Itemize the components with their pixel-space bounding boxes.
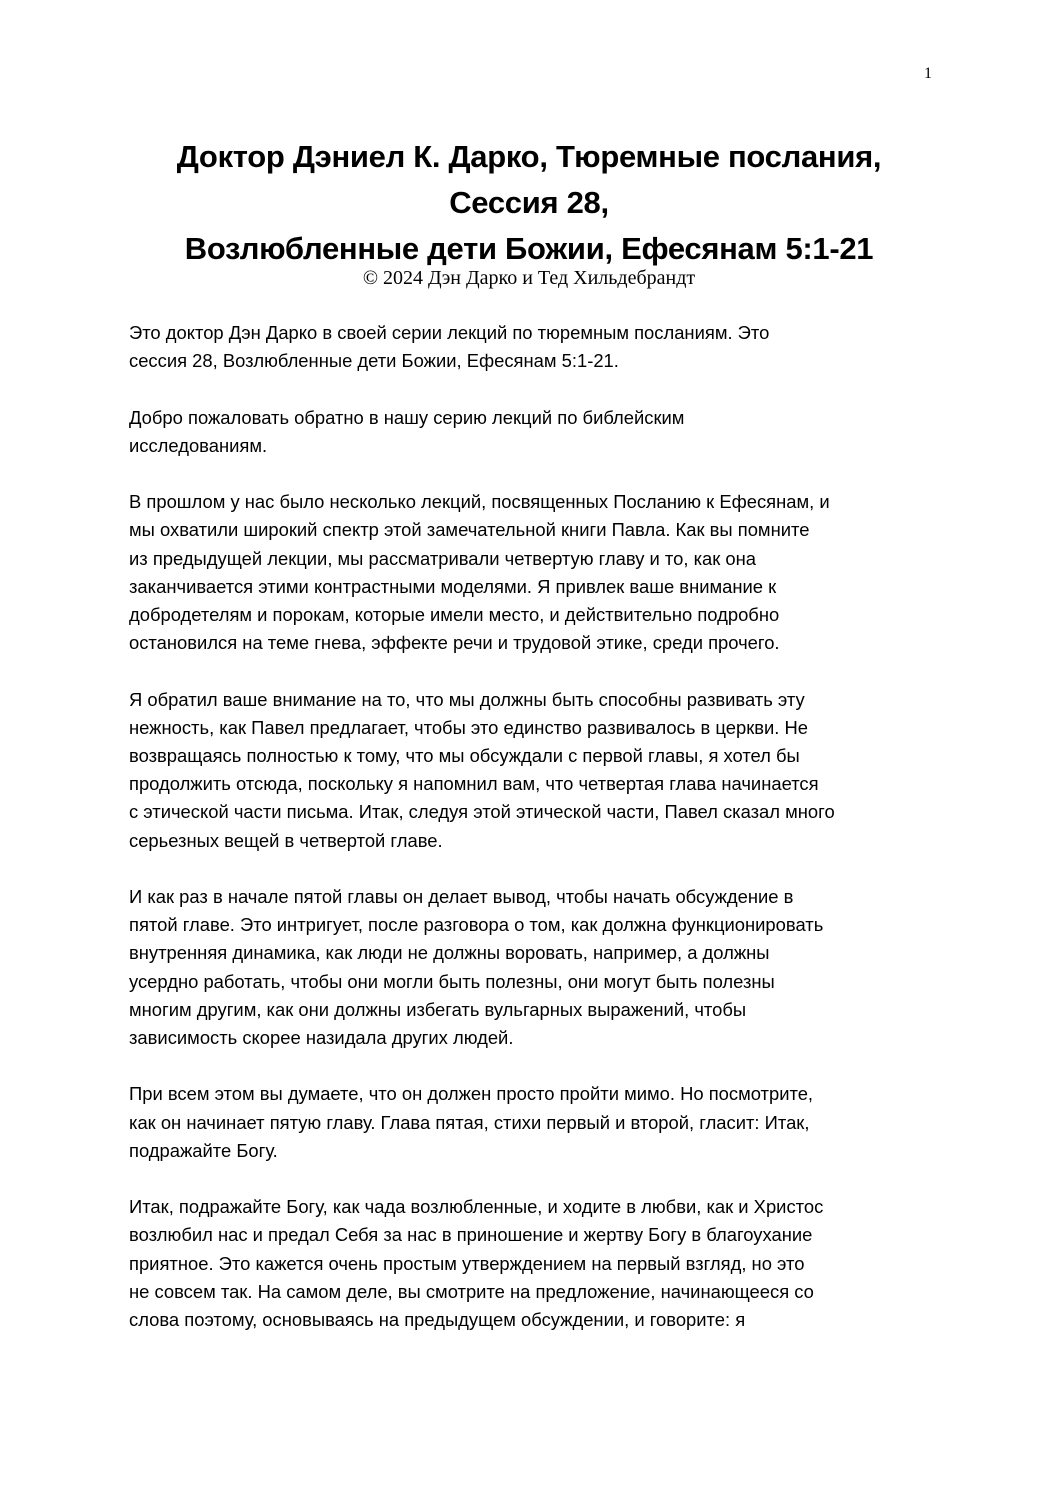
paragraph-line: Добро пожаловать обратно в нашу серию лекций по библейским xyxy=(129,406,685,428)
paragraph xyxy=(129,686,949,855)
document-body xyxy=(129,319,949,1362)
paragraph-line: подражайте Богу. xyxy=(129,1139,278,1161)
paragraph-line: Итак, подражайте Богу, как чада возлюбленные, и ходите в любви, как и Христос xyxy=(129,1196,824,1218)
paragraph-line: не совсем так. На самом деле, вы смотрите на предложение, начинающееся со xyxy=(129,1280,814,1302)
document-header xyxy=(80,134,978,290)
paragraph-line: пятой главе. Это интригует, после разговора о том, как должна функционировать xyxy=(129,914,824,936)
paragraph-line: Я обратил ваше внимание на то, что мы должны быть способны развивать эту xyxy=(129,688,805,710)
paragraph-line: заканчивается этими контрастными моделями. Я привлек ваше внимание к xyxy=(129,575,777,597)
paragraph xyxy=(129,883,949,1052)
paragraph-line: мы охватили широкий спектр этой замечательной книги Павла. Как вы помните xyxy=(129,519,810,541)
paragraph-line: возлюбил нас и предал Себя за нас в приношение и жертву Богу в благоухание xyxy=(129,1224,813,1246)
paragraph-line: Это доктор Дэн Дарко в своей серии лекций по тюремным посланиям. Это xyxy=(129,322,770,343)
paragraph-line: нежность, как Павел предлагает, чтобы это единство развивалось в церкви. Не xyxy=(129,716,809,738)
paragraph-line: сессия 28, Возлюбленные дети Божии, Ефесянам 5:1-21. xyxy=(129,350,619,372)
paragraph-line: усердно работать, чтобы они могли быть полезны, они могут быть полезны xyxy=(129,970,775,992)
paragraph xyxy=(129,488,949,657)
paragraph-line: приятное. Это кажется очень простым утверждением на первый взгляд, но это xyxy=(129,1252,805,1274)
paragraph-line: с этической части письма. Итак, следуя этой этической части, Павел сказал много xyxy=(129,801,835,823)
paragraph-line: В прошлом у нас было несколько лекций, посвященных Посланию к Ефесянам, и xyxy=(129,491,830,513)
page-number: 1 xyxy=(924,65,932,82)
paragraph xyxy=(129,1080,949,1165)
title-line-3: Возлюбленные дети Божии, Ефесянам 5:1-21 xyxy=(184,231,874,266)
copyright-line: © 2024 Дэн Дарко и Тед Хильдебрандт xyxy=(362,267,696,289)
paragraph-line: И как раз в начале пятой главы он делает вывод, чтобы начать обсуждение в xyxy=(129,886,794,907)
paragraph-line: многим другим, как они должны избегать вульгарных выражений, чтобы xyxy=(129,998,747,1020)
paragraph-line: возвращаясь полностью к тому, что мы обсуждали с первой главы, я хотел бы xyxy=(129,745,800,766)
title-line-2: Сессия 28, xyxy=(449,185,609,220)
paragraph-line: внутренняя динамика, как люди не должны воровать, например, а должны xyxy=(129,942,770,964)
paragraph-line: из предыдущей лекции, мы рассматривали четвертую главу и то, как она xyxy=(129,547,757,569)
paragraph-line: остановился на теме гнева, эффекте речи и трудовой этике, среди прочего. xyxy=(129,632,780,654)
paragraph xyxy=(129,1193,949,1334)
paragraph-line: серьезных вещей в четвертой главе. xyxy=(129,829,443,851)
paragraph-line: слова поэтому, основываясь на предыдущем обсуждении, и говорите: я xyxy=(129,1309,746,1331)
paragraph-line: исследованиям. xyxy=(129,434,268,456)
paragraph-line: добродетелям и порокам, которые имели место, и действительно подробно xyxy=(129,604,780,625)
paragraph xyxy=(129,319,949,375)
title-line-1: Доктор Дэниел К. Дарко, Тюремные послания, xyxy=(176,139,882,174)
paragraph-line: При всем этом вы думаете, что он должен просто пройти мимо. Но посмотрите, xyxy=(129,1083,814,1105)
paragraph xyxy=(129,404,949,460)
paragraph-line: зависимость скорее назидала других людей. xyxy=(129,1027,514,1049)
paragraph-line: продолжить отсюда, поскольку я напомнил вам, что четвертая глава начинается xyxy=(129,773,819,795)
paragraph-line: как он начинает пятую главу. Глава пятая, стихи первый и второй, гласит: Итак, xyxy=(129,1111,810,1133)
